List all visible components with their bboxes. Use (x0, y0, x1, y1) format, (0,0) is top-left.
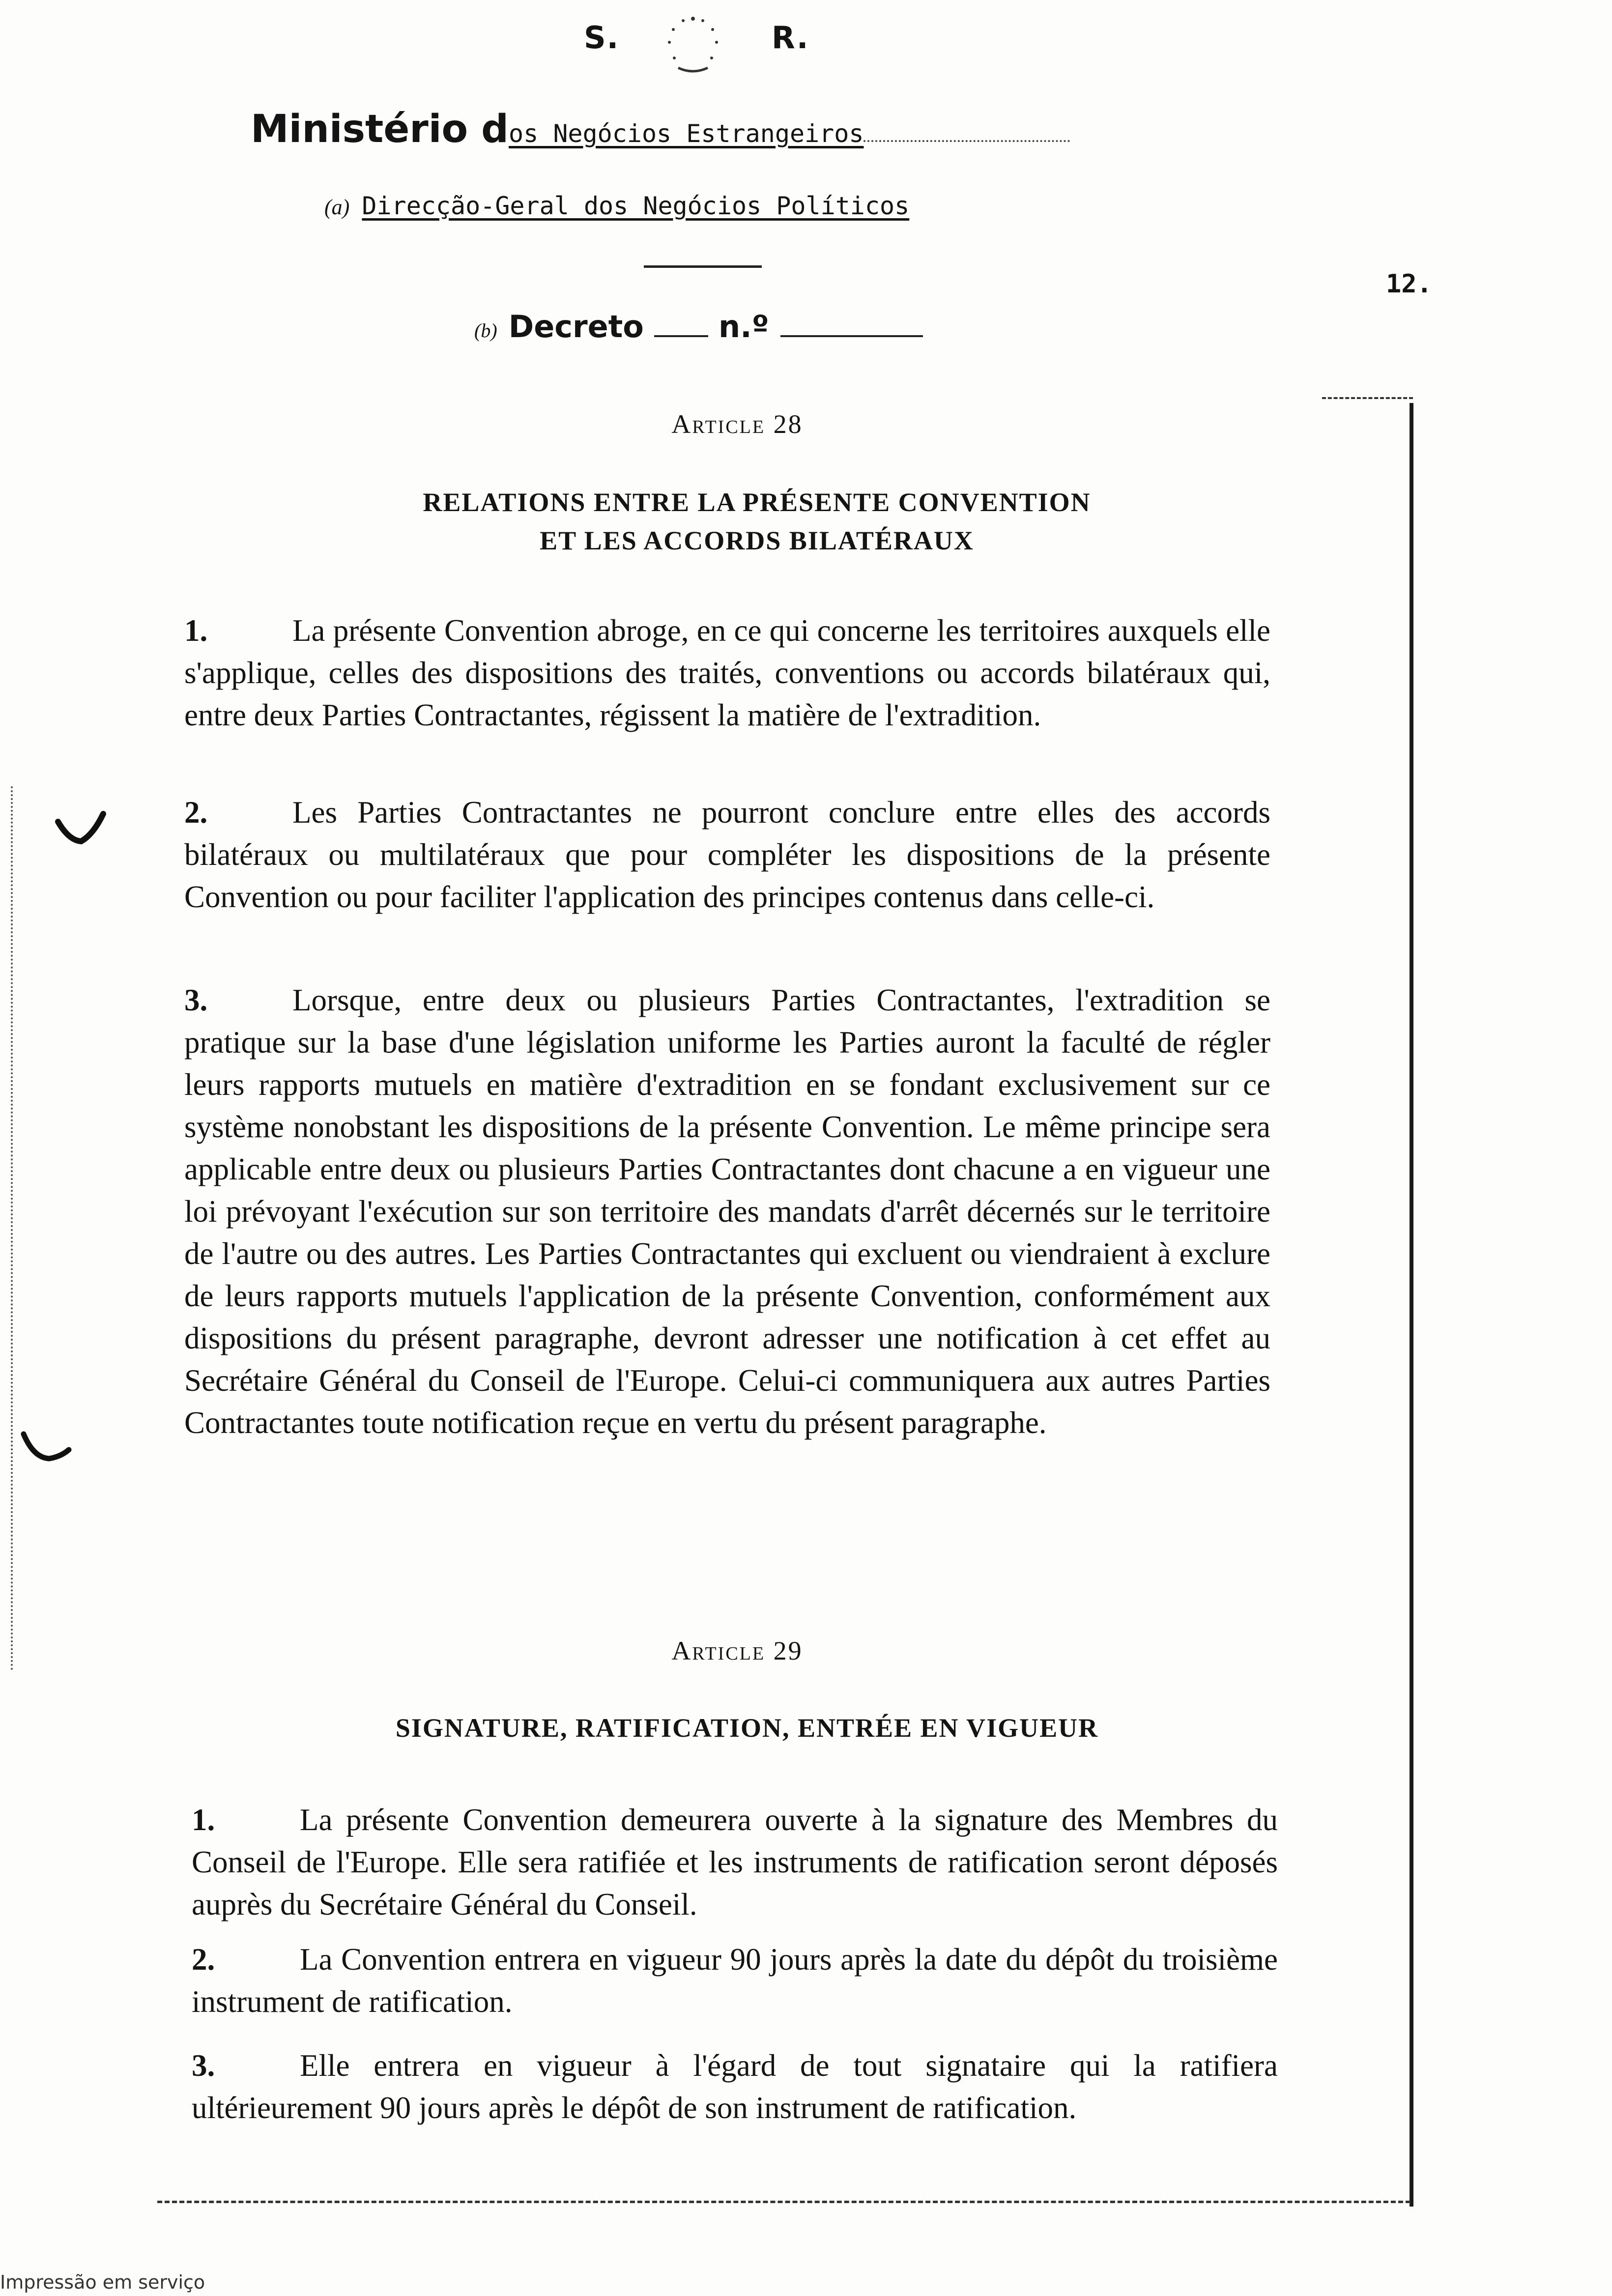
paragraph-text: La présente Convention demeurera ouverte à la signature des Membres du Conseil de l'Europe. Elle sera ratifiée et les instruments de ratification seront déposés auprès du Secrétaire Général du Conseil. (192, 1803, 1278, 1922)
article-28-title-line-2: ET LES ACCORDS BILATÉRAUX (540, 526, 974, 555)
article-29-paragraph-1 (192, 1799, 1278, 1925)
paragraph-number: 2. (192, 1942, 215, 1977)
directorate-typed-name: Direcção-Geral dos Negócios Políticos (362, 192, 910, 220)
article-28-paragraph-3 (184, 979, 1270, 1444)
decree-line (474, 309, 923, 344)
article-28-heading: Article 28 (671, 409, 803, 439)
ministry-typed-name: os Negócios Estrangeiros (509, 119, 864, 148)
article-29-paragraph-3 (192, 2044, 1278, 2129)
paragraph-text: La Convention entrera en vigueur 90 jours après la date du dépôt du troisième instrument de ratification. (192, 1942, 1278, 2019)
paragraph-number: 1. (192, 1803, 215, 1837)
header-separator (644, 265, 762, 268)
article-29-title: SIGNATURE, RATIFICATION, ENTRÉE EN VIGUEUR (395, 1713, 1099, 1743)
page-number: 12. (1386, 269, 1432, 299)
decree-blank-1 (654, 335, 708, 337)
margin-rule-right (1410, 403, 1413, 2207)
decree-word: Decreto (508, 309, 644, 344)
paragraph-text: Les Parties Contractantes ne pourront conclure entre elles des accords bilatéraux ou multilatéraux que pour compléter les dispositions de la présente Convention ou pour faciliter l'application des principes contenus dans celle-ci. (184, 795, 1270, 914)
seal-letter-left: S. (584, 20, 620, 56)
margin-dotted-line-left (11, 786, 13, 1671)
article-28-paragraph-2 (184, 791, 1270, 918)
directorate-label: (a) (324, 195, 350, 219)
check-mark-icon (54, 811, 108, 850)
article-28-paragraph-1 (184, 609, 1270, 736)
check-mark-icon (20, 1430, 74, 1469)
margin-rule-top-dash (1322, 397, 1413, 399)
paragraph-text: La présente Convention abroge, en ce qui concerne les territoires auxquels elle s'applique, celles des dispositions des traités, conventions ou accords bilatéraux qui, entre deux Parties Contractantes, régissent la matière de l'extradition. (184, 613, 1270, 732)
decree-label-b: (b) (474, 319, 497, 342)
ministry-fill-line (864, 135, 1070, 142)
paragraph-number: 3. (192, 2048, 215, 2083)
seal-letter-right: R. (772, 20, 809, 56)
decree-number-label: n.º (719, 309, 769, 344)
ministry-prefix: Ministério d (251, 107, 509, 151)
seal-emblem-icon (654, 10, 732, 79)
margin-rule-bottom-dash (157, 2201, 1410, 2203)
paragraph-text: Lorsque, entre deux ou plusieurs Parties Contractantes, l'extradition se pratique sur la base d'une législation uniforme les Parties auront la faculté de régler leurs rapports mutuels en matière d'extradition en se fondant exclusivement sur ce système nonobstant les dispositions de la présente Convention. Le même principe sera applicable entre deux ou plusieurs Parties Contractantes dont chacune a en vigueur une loi prévoyant l'exécution sur son territoire des mandats d'arrêt décernés sur le territoire de l'autre ou des autres. Les Parties Contractantes qui excluent ou viendraient à exclure de leurs rapports mutuels l'application de la présente Convention, conformément aux dispositions du présent paragraphe, devront adresser une notification à cet effet au Secrétaire Général du Conseil de l'Europe. Celui-ci communiquera aux autres Parties Contractantes toute notification reçue en vertu du présent paragraphe. (184, 983, 1270, 1440)
decree-blank-2 (780, 335, 923, 337)
paragraph-number: 3. (184, 983, 208, 1017)
paragraph-text: Elle entrera en vigueur à l'égard de tout signataire qui la ratifiera ultérieurement 90 jours après le dépôt de son instrument de ratification. (192, 2048, 1278, 2125)
footer-margin-note: Impressão em serviço (0, 2271, 205, 2293)
article-29-heading: Article 29 (671, 1636, 803, 1665)
article-29-paragraph-2 (192, 1938, 1278, 2023)
paragraph-number: 1. (184, 613, 208, 648)
ministry-line (251, 107, 1160, 151)
article-28-title-line-1: RELATIONS ENTRE LA PRÉSENTE CONVENTION (423, 488, 1091, 517)
directorate-line (324, 192, 909, 220)
paragraph-number: 2. (184, 795, 208, 830)
